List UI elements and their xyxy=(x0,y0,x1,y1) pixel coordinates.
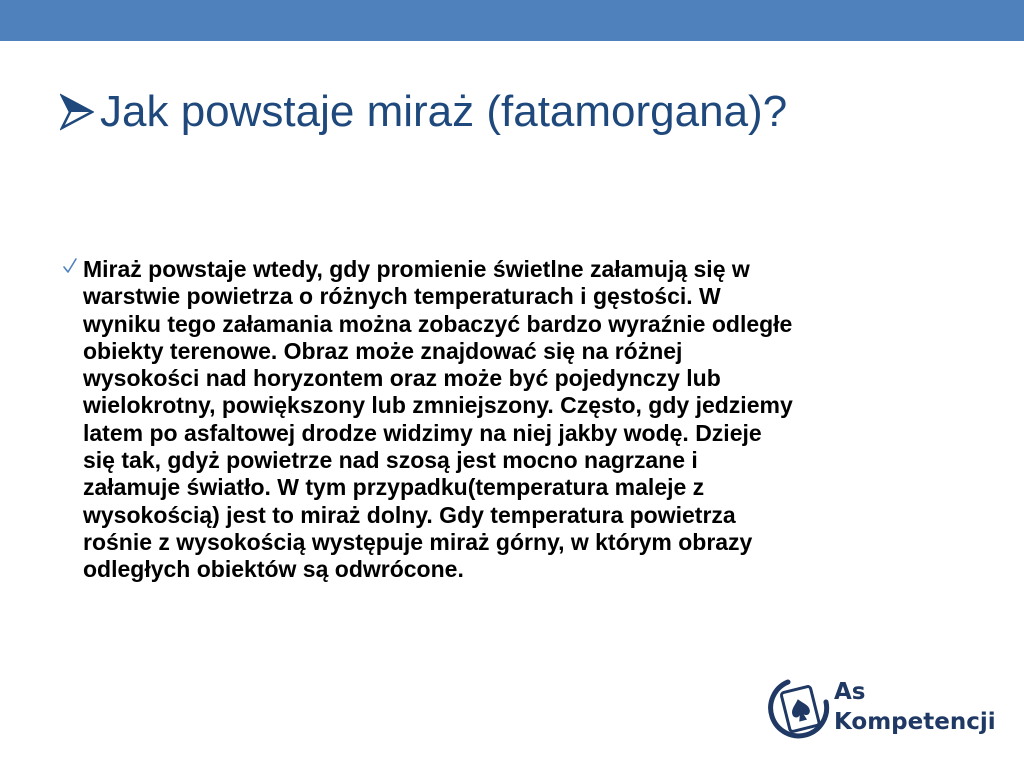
logo-wordmark xyxy=(834,677,996,737)
logo-line-as: As xyxy=(834,679,866,705)
arrow-bullet-icon xyxy=(60,92,94,132)
checkmark-icon xyxy=(62,257,78,275)
as-kompetencji-logo xyxy=(768,670,998,744)
slide-title-row xyxy=(60,84,787,140)
card-spade-logo-icon xyxy=(768,672,832,742)
body-paragraph: Miraż powstaje wtedy, gdy promienie świetlne załamują się w warstwie powietrza o różnych temperaturach i gęstości. W wyniku tego załamania można zobaczyć bardzo wyraźnie odległe obiekty terenowe. Obraz może znajdować się na różnej wysokości nad horyzontem oraz może być pojedynczy lub wielokrotny, powiększony lub zmniejszony. Często, gdy jedziemy latem po asfaltowej drodze widzimy na niej jakby wodę. Dzieje się tak, gdyż powietrze nad szosą jest mocno nagrzane i załamuje światło. W tym przypadku(temperatura maleje z wysokością) jest to miraż dolny. Gdy temperatura powietrza rośnie z wysokością występuje miraż górny, w którym obrazy odległych obiektów są odwrócone. xyxy=(83,256,793,583)
slide-title: Jak powstaje miraż (fatamorgana)? xyxy=(100,87,788,136)
top-accent-bar xyxy=(0,0,1024,41)
logo-line-kompetencji: Kompetencji xyxy=(834,709,996,735)
